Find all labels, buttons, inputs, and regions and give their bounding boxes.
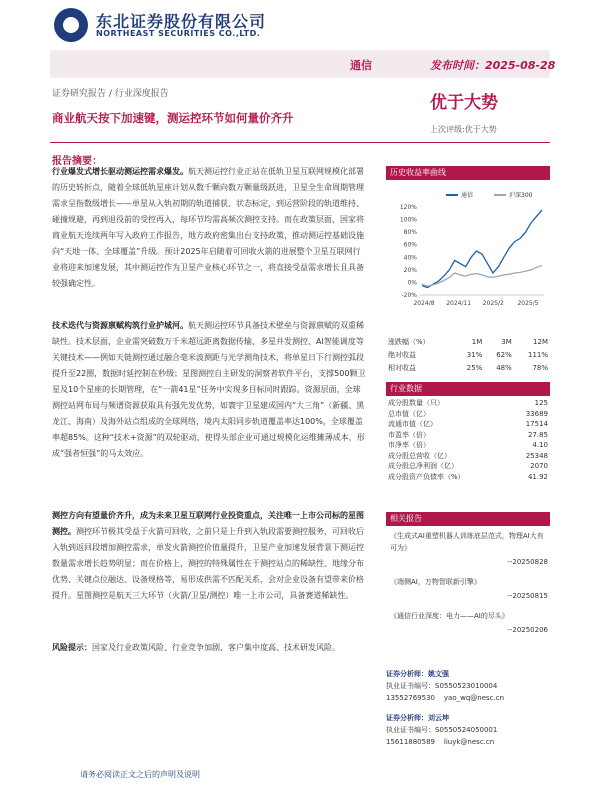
legend-label: 通信 [461,192,474,199]
analyst-block [386,668,550,704]
paragraph-body: 航天测运控环节具备技术壁垒与资源禀赋的双重稀缺性。技术层面，企业需突破数万千米超远距离数据传输、多星并发测控、AI智能调度等关键技术——例如天链测控通过融合毫米波测距与光学测角技术，将单星日下行测控弧段提升至22圈，数据时延控制在秒级；星图测控自主研发的洞察者软件平台，支撑500颗卫星及10个星座的长期管理，在“一箭41星”任务中实现多目标同时跟踪。资源层面，全球测控站网布局与频谱资源获取具有强先发优势，如寰宇卫星建成国内“大三角”（新疆、黑龙江、海南）及海外站点组成的全球网络，境内太阳同步轨道覆盖率达100%，全球覆盖率超85%。这种“技术+资源”的双轮驱动，使得头部企业可通过规模化运维摊薄成本，形成“强者恒强”的马太效应。 [52,321,366,458]
analyst-block [386,712,550,748]
table-cell: 125 [534,399,548,408]
table-cell: 市盈率（倍） [388,430,430,439]
company-name-en: NORTHEAST SECURITIES CO.,LTD. [96,29,261,38]
table-cell: 62% [496,350,512,359]
table-cell: 流通市值（亿） [388,420,437,429]
analyst-email[interactable]: liuyk@nesc.cn [443,738,495,746]
paragraph-lead: 技术迭代与资源禀赋构筑行业护城河。 [52,321,188,330]
related-report-date: --20250206 [507,626,548,634]
table-cell: 41.92 [527,472,548,481]
table-header-cell: 1M [471,337,483,346]
table-header-cell: 3M [501,337,512,346]
table-header-cell: 涨跌幅（%） [388,337,430,346]
paragraph-lead: 行业爆发式增长驱动测运控需求爆发。 [52,167,188,176]
market-panel-header: 行业数据 [386,382,550,396]
table-cell: 31% [466,350,483,359]
table-cell: 成分股总净利润（亿） [388,462,458,471]
table-cell: 48% [496,363,512,372]
table-row [386,440,550,451]
table-row [386,361,550,374]
table-cell: 相对收益 [388,363,416,372]
series-line [422,266,542,287]
table-row [386,348,550,361]
table-row [386,451,550,462]
table-row [386,419,550,430]
paragraph-lead: 风险提示： [52,643,92,652]
analyst-name: 刘云坤 [428,714,449,722]
footer-disclaimer: 请务必阅读正文之后的声明及说明 [80,770,200,779]
related-report-date: --20250815 [507,592,548,600]
previous-rating: 上次评级:优于大势 [430,125,497,134]
title-divider [50,142,550,143]
breadcrumb: 证券研究报告 / 行业深度报告 [52,89,169,99]
table-header-cell: 12M [533,337,548,346]
y-tick-label: 60% [403,241,417,249]
table-cell: 27.85 [527,430,548,439]
rating: 优于大势 [430,93,498,113]
summary-paragraph-4 [52,640,368,656]
paragraph-body: 国家及行业政策风险、行业竞争加剧、客户集中度高、技术研发风险。 [92,643,340,652]
analyst-label: 证券分析师： [386,714,428,722]
company-name-cn: 东北证券股份有限公司 [96,12,267,31]
return-curve-chart [386,185,550,315]
analyst-license: 执业证书编号：S0550523010004 [386,682,498,690]
related-report-link[interactable]: 《生成式AI重塑机器人训练底层范式，物理AI大有可为》 [390,532,544,552]
x-tick-label: 2025/2 [482,300,504,307]
report-title: 商业航天按下加速键，测运控环节如何量价齐升 [52,111,294,125]
y-tick-label: 100% [399,216,417,224]
x-tick-label: 2025/5 [517,300,539,307]
table-row [386,409,550,420]
related-panel-header: 相关报告 [386,512,550,526]
table-cell: 25% [466,363,483,372]
y-tick-label: -20% [401,292,417,299]
paragraph-body: 航天测运控行业正站在低轨卫星互联网规模化部署的历史转折点，随着全球低轨星座计划从数千颗向数万颗量级跃进，卫星全生命周期管理需求呈指数级增长——单星从入轨初期的轨道捕获、状态标定，到运营阶段的轨道维持、碰撞规避，再到退役前的受控再入，每环节均需高频次测控支持。而在政策层面，国家将商业航天连续两年写入政府工作报告，地方政府密集出台支持政策，推动测运控基础设施向“天地一体、全球覆盖”升级。预计2025年启随着可回收火箭的进展整个卫星互联网行业将迎来加速发展，其中测运控作为卫星产业核心环节之一，将直接受益需求增长且具备较强确定性。 [52,167,364,288]
analyst-phone: 15611880589 [386,738,435,746]
table-cell: 绝对收益 [388,350,416,359]
trend-panel-header: 历史收益率曲线 [386,166,550,180]
table-cell: 成分股数量（只） [388,399,444,408]
y-tick-label: 80% [403,229,417,237]
market-data-table [386,398,550,482]
related-report-date: --20250828 [507,558,548,566]
table-cell: 2070 [530,462,548,471]
table-cell: 总市值（亿） [388,409,430,418]
legend-label: 沪深300 [509,192,533,199]
y-tick-label: 120% [399,204,417,211]
table-header-row [386,335,550,348]
analyst-license: 执业证书编号：S0550524050001 [386,726,498,734]
y-tick-label: 0% [407,279,417,287]
table-row [386,398,550,409]
paragraph-lead: 测控方向有望量价齐升，成为未来卫星互联网行业投资重点，关注唯一上市公司标的星图测控。 [52,511,364,536]
performance-table [386,335,550,374]
summary-heading: 报告摘要： [52,156,102,167]
related-report-link[interactable]: 《通信行业深度：电力——AI的尽头》 [390,612,509,620]
analyst-phone: 13552769530 [386,694,435,702]
summary-paragraph-3 [52,508,368,604]
x-tick-label: 2024/8 [413,300,435,307]
table-row [386,430,550,441]
table-cell: 成分股总营收（亿） [388,451,451,460]
summary-paragraph-2 [52,318,368,462]
table-row [386,472,550,483]
table-cell: 市净率（倍） [388,441,430,450]
series-line [422,210,542,287]
sector-label: 通信 [350,59,372,72]
table-cell: 17514 [525,420,548,429]
company-logo-icon [54,8,88,42]
related-report-link[interactable]: 《端侧AI，万物智联新引擎》 [390,578,481,586]
table-cell: 25348 [525,451,548,460]
table-cell: 4.10 [532,441,548,450]
table-cell: 成分股资产负债率（%） [388,472,465,481]
paragraph-body: 测控环节极其受益于火箭可回收，之前只是上升到入轨段需要测控服务，可回收后入轨到返回段增加测控需求，单发火箭测控价值量提升，卫星产业加速发展背景下测运控数量需求增长趋势明显；而在价格上，测控的特殊属性在于测控站点的稀缺性、地缘分布优势、关键点位融达、设备规格等，易形成供需不匹配关系，会对企业设备有望带来价格提升。星图测控是航天三大环节（火箭/卫星/测控）唯一上市公司，具备赛道稀缺性。 [52,527,364,600]
analyst-label: 证券分析师： [386,670,428,678]
table-cell: 111% [527,350,548,359]
y-tick-label: 40% [403,254,417,262]
analyst-name: 姚文强 [428,670,449,678]
table-cell: 78% [532,363,548,372]
y-tick-label: 20% [403,266,417,274]
table-cell: 33689 [525,409,548,418]
publish-date: 发布时间：2025-08-28 [430,59,556,72]
x-tick-label: 2024/11 [446,300,472,307]
analyst-email[interactable]: yao_wq@nesc.cn [443,694,505,702]
summary-paragraph-1 [52,164,368,292]
table-row [386,461,550,472]
